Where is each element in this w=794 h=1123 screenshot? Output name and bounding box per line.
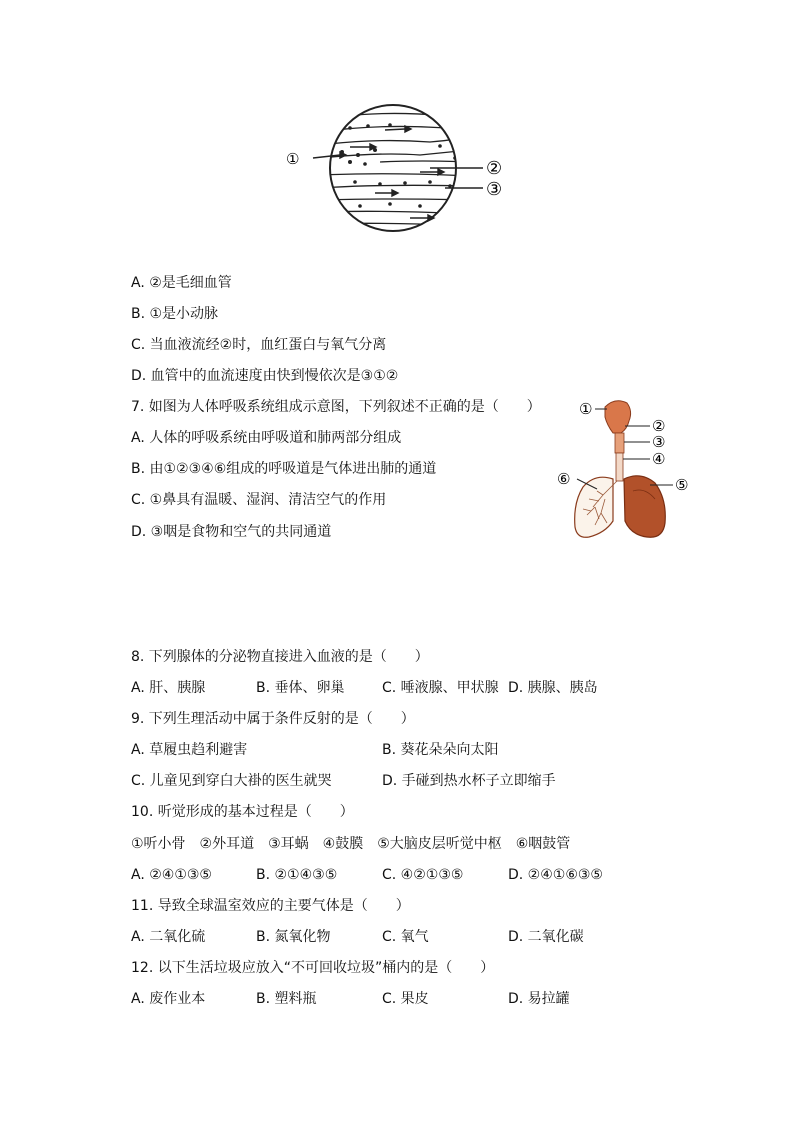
- blood-vessel-figure: [280, 100, 520, 240]
- q11-option-d: D. 二氧化碳: [508, 929, 584, 945]
- q8-option-a: A. 肝、胰腺: [131, 680, 206, 696]
- fig1-label-2: ②: [486, 158, 503, 179]
- q12-option-d: D. 易拉罐: [508, 991, 570, 1007]
- q9-stem: 9. 下列生理活动中属于条件反射的是（ ）: [131, 711, 415, 727]
- q8-option-b: B. 垂体、卵巢: [256, 680, 345, 696]
- fig2-label-6: ⑥: [557, 470, 571, 488]
- q7-option-c: C. ①鼻具有温暖、湿润、清洁空气的作用: [131, 492, 387, 508]
- q10-option-d: D. ②④①⑥③⑤: [508, 867, 603, 883]
- q6-option-c: C. 当血液流经②时，血红蛋白与氧气分离: [131, 337, 387, 353]
- q6-option-d: D. 血管中的血流速度由快到慢依次是③①②: [131, 368, 399, 384]
- q7-option-d: D. ③咽是食物和空气的共同通道: [131, 524, 332, 540]
- q11-option-b: B. 氮氧化物: [256, 929, 331, 945]
- fig2-label-3: ③: [652, 433, 666, 451]
- q7-option-a: A. 人体的呼吸系统由呼吸道和肺两部分组成: [131, 430, 402, 446]
- q8-option-d: D. 胰腺、胰岛: [508, 680, 598, 696]
- q10-stem: 10. 听觉形成的基本过程是（ ）: [131, 804, 354, 820]
- q9-option-c: C. 儿童见到穿白大褂的医生就哭: [131, 773, 332, 789]
- fig1-label-1: ①: [286, 150, 300, 168]
- q11-option-c: C. 氧气: [382, 929, 429, 945]
- fig1-label-3: ③: [486, 179, 503, 200]
- q8-option-c: C. 唾液腺、甲状腺: [382, 680, 499, 696]
- q7-stem: 7. 如图为人体呼吸系统组成示意图，下列叙述不正确的是（ ）: [131, 399, 541, 415]
- q10-option-c: C. ④②①③⑤: [382, 867, 464, 883]
- q6-option-a: A. ②是毛细血管: [131, 275, 232, 291]
- q10-option-b: B. ②①④③⑤: [256, 867, 338, 883]
- q12-stem: 12. 以下生活垃圾应放入“不可回收垃圾”桶内的是（ ）: [131, 960, 495, 976]
- fig2-label-2: ②: [652, 417, 666, 435]
- q9-option-d: D. 手碰到热水杯子立即缩手: [382, 773, 556, 789]
- fig2-label-5: ⑤: [675, 476, 689, 494]
- q10-items: ①听小骨 ②外耳道 ③耳蜗 ④鼓膜 ⑤大脑皮层听觉中枢 ⑥咽鼓管: [131, 836, 571, 852]
- q12-option-b: B. 塑料瓶: [256, 991, 317, 1007]
- q11-stem: 11. 导致全球温室效应的主要气体是（ ）: [131, 898, 410, 914]
- fig2-label-4: ④: [652, 450, 666, 468]
- q6-option-b: B. ①是小动脉: [131, 306, 219, 322]
- q12-option-a: A. 废作业本: [131, 991, 206, 1007]
- q9-option-b: B. 葵花朵朵向太阳: [382, 742, 499, 758]
- q11-option-a: A. 二氧化硫: [131, 929, 206, 945]
- q10-option-a: A. ②④①③⑤: [131, 867, 212, 883]
- q8-stem: 8. 下列腺体的分泌物直接进入血液的是（ ）: [131, 649, 429, 665]
- fig2-label-1: ①: [579, 400, 593, 418]
- q7-option-b: B. 由①②③④⑥组成的呼吸道是气体进出肺的通道: [131, 461, 437, 477]
- respiratory-system-figure: [555, 395, 695, 545]
- q9-option-a: A. 草履虫趋利避害: [131, 742, 248, 758]
- q12-option-c: C. 果皮: [382, 991, 429, 1007]
